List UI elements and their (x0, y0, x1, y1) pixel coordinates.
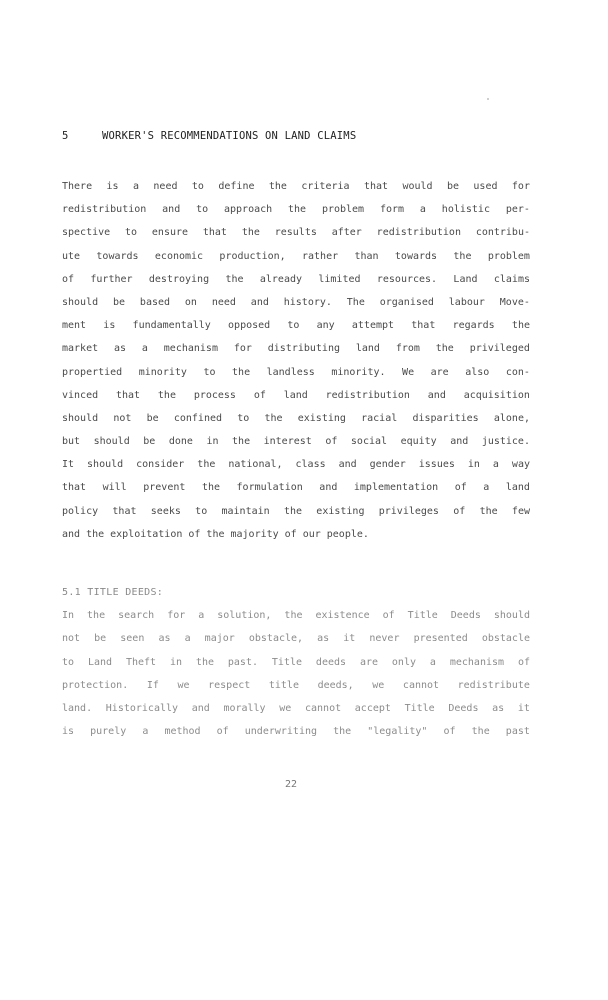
text-line: is purely a method of underwriting the "legality" of the past (62, 726, 530, 738)
text-line: and the exploitation of the majority of our people. (62, 528, 369, 540)
text-line: that will prevent the formulation and implementation of a land (62, 482, 530, 494)
text-line: propertied minority to the landless minority. We are also con- (62, 366, 530, 378)
text-line: spective to ensure that the results after redistribution contribu- (62, 227, 530, 239)
text-line: land. Historically and morally we cannot accept Title Deeds as it (62, 703, 530, 715)
text-line: In the search for a solution, the existence of Title Deeds should (62, 610, 530, 621)
section-heading (62, 130, 356, 142)
subsection-heading: 5.1 TITLE DEEDS: (62, 587, 164, 598)
text-line: market as a mechanism for distributing land from the privileged (62, 343, 530, 355)
text-line: but should be done in the interest of social equity and justice. (62, 436, 530, 448)
text-line: of further destroying the already limited resources. Land claims (62, 273, 530, 285)
text-line: It should consider the national, class and gender issues in a way (62, 459, 530, 471)
paragraph-land-claims (62, 175, 530, 546)
text-line: should not be confined to the existing racial disparities alone, (62, 412, 530, 424)
text-line: redistribution and to approach the problem form a holistic per- (62, 204, 530, 216)
section-number: 5 (62, 130, 69, 142)
text-line: to Land Theft in the past. Title deeds are only a mechanism of (62, 656, 530, 668)
text-line: should be based on need and history. The organised labour Move- (62, 296, 530, 308)
text-line: ute towards economic production, rather than towards the problem (62, 250, 530, 262)
text-line: protection. If we respect title deeds, we cannot redistribute (62, 679, 530, 691)
text-line: vinced that the process of land redistribution and acquisition (62, 389, 530, 401)
paragraph-title-deeds (62, 604, 530, 744)
text-line: There is a need to define the criteria that would be used for (62, 181, 530, 192)
text-line: ment is fundamentally opposed to any attempt that regards the (62, 320, 530, 332)
page-number: 22 (285, 779, 298, 790)
section-title: WORKER'S RECOMMENDATIONS ON LAND CLAIMS (102, 130, 357, 142)
text-line: policy that seeks to maintain the existing privileges of the few (62, 505, 530, 517)
scan-speck (487, 98, 489, 100)
text-line: not be seen as a major obstacle, as it never presented obstacle (62, 633, 530, 645)
